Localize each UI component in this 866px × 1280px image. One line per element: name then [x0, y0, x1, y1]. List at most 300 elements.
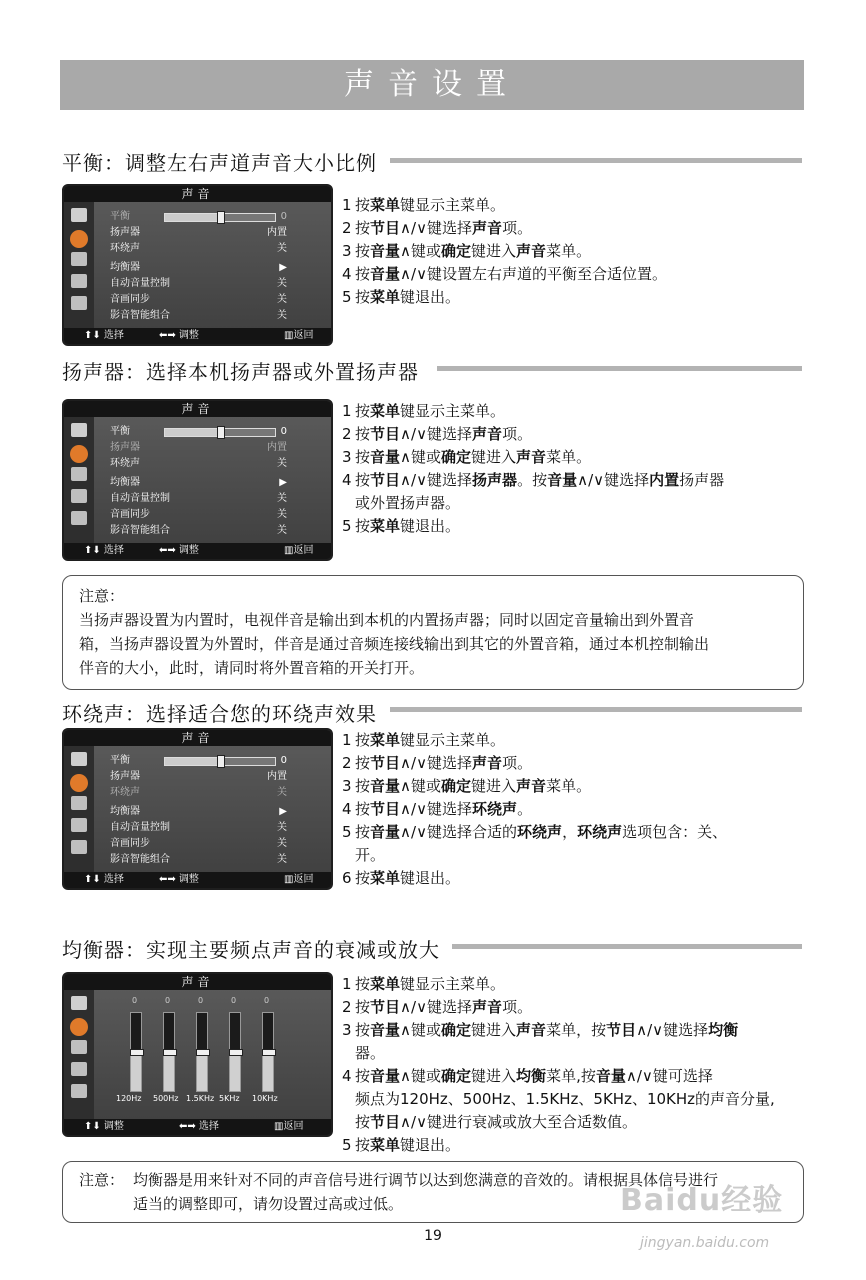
step-text: 按: [355, 288, 371, 306]
step-line: [342, 973, 775, 996]
osd-menu-item[interactable]: 扬声器: [110, 227, 140, 238]
eq-band-label: 10KHz: [252, 1094, 278, 1103]
osd-menu-value: 关: [277, 525, 287, 536]
step-keyword: 音量: [370, 777, 401, 795]
osd-menu-item[interactable]: 音画同步: [110, 838, 150, 849]
step-line: [342, 775, 727, 798]
step-line: [342, 240, 667, 263]
step-text: ∧/∨键可选择: [625, 1067, 713, 1085]
step-number: 3: [342, 448, 352, 466]
balance-slider-knob[interactable]: [217, 426, 225, 439]
osd-menu-item[interactable]: 平衡: [110, 211, 130, 222]
step-line: [342, 1111, 775, 1134]
eq-band-label: 120Hz: [116, 1094, 142, 1103]
step-keyword: 节目: [370, 998, 401, 1016]
step-line: [342, 798, 727, 821]
osd-menu-item[interactable]: 自动音量控制: [110, 822, 170, 833]
step-line: [342, 469, 724, 492]
osd-menu-value: 关: [277, 822, 287, 833]
section-title-speaker: 扬声器：选择本机扬声器或外置扬声器: [62, 360, 419, 384]
step-keyword: 环绕声: [472, 800, 518, 818]
osd-menu-value: 关: [277, 509, 287, 520]
eq-band-fill: [131, 1052, 141, 1091]
step-text: 键显示主菜单。: [400, 731, 506, 749]
section-title-balance: 平衡：调整左右声道声音大小比例: [62, 151, 377, 175]
note-line: 均衡器是用来针对不同的声音信号进行调节以达到您满意的音效的。请根据具体信号进行: [133, 1171, 719, 1189]
osd-footer: [64, 543, 331, 559]
step-text: ∧/∨键选择: [636, 1021, 709, 1039]
step-text: ∧/∨键选择: [400, 754, 473, 772]
osd-title: 声音: [64, 974, 331, 990]
settings-icon: [71, 1062, 87, 1076]
step-text: 器。: [355, 1044, 386, 1062]
osd-menu-item[interactable]: 自动音量控制: [110, 493, 170, 504]
osd-menu-item[interactable]: 影音智能组合: [110, 525, 170, 536]
step-keyword: 音量: [370, 242, 401, 260]
osd-footer-back: ▥返回: [284, 874, 314, 885]
eq-band-fill: [263, 1052, 273, 1091]
osd-menu-item[interactable]: 扬声器: [110, 442, 140, 453]
step-text: 按: [355, 471, 371, 489]
step-line: [342, 217, 667, 240]
step-line: [342, 729, 727, 752]
eq-band-fill: [164, 1052, 174, 1091]
step-text: 按: [355, 265, 371, 283]
note-line: 适当的调整即可，请勿设置过高或过低。: [133, 1195, 404, 1213]
osd-menu-value: ▶: [279, 477, 287, 488]
step-number: 1: [342, 975, 352, 993]
osd-title: 声音: [64, 730, 331, 746]
eq-band-slider[interactable]: [262, 1012, 274, 1092]
eq-band-label: 1.5KHz: [186, 1094, 215, 1103]
osd-footer-back: ▥返回: [284, 330, 314, 341]
step-keyword: 音量: [370, 448, 401, 466]
watermark-logo: Baidu经验: [620, 1183, 784, 1218]
step-line: [342, 1019, 775, 1042]
step-line: [342, 286, 667, 309]
osd-menu-value: 0: [280, 755, 287, 766]
osd-sidebar: [64, 746, 94, 872]
eq-band-slider[interactable]: [163, 1012, 175, 1092]
osd-sidebar: [64, 202, 94, 328]
step-text: 键进入: [471, 777, 517, 795]
eq-band-label: 500Hz: [153, 1094, 179, 1103]
osd-footer-adjust: ⬅➡ 调整: [159, 874, 199, 885]
steps-balance: [342, 194, 667, 309]
step-line: [342, 492, 724, 515]
step-line: [342, 996, 775, 1019]
osd-footer: [64, 1119, 331, 1135]
eq-band-knob[interactable]: [163, 1049, 177, 1056]
osd-menu-value: 关: [277, 854, 287, 865]
step-line: [342, 194, 667, 217]
function-icon: [71, 840, 87, 854]
step-text: ∧键或: [400, 777, 442, 795]
step-keyword: 环绕声: [577, 823, 623, 841]
osd-menu-item[interactable]: 平衡: [110, 426, 130, 437]
osd-menu-value: 关: [277, 787, 287, 798]
osd-menu-value: 关: [277, 310, 287, 321]
step-keyword: 确定: [441, 448, 472, 466]
osd-footer: [64, 328, 331, 344]
step-number: 4: [342, 265, 352, 283]
step-number: 3: [342, 242, 352, 260]
section-divider: [437, 366, 802, 371]
step-text: 按: [355, 1113, 371, 1131]
step-keyword: 菜单: [370, 975, 401, 993]
note-line: 箱，当扬声器设置为外置时，伴音是通过音频连接线输出到其它的外置音箱，通过本机控制输出: [79, 635, 710, 653]
osd-menu-value: 关: [277, 278, 287, 289]
step-text: ∧/∨键选择合适的: [400, 823, 518, 841]
osd-menu-value: 关: [277, 458, 287, 469]
step-keyword: 环绕声: [517, 823, 563, 841]
step-keyword: 菜单: [370, 402, 401, 420]
step-text: ∧/∨键选择: [400, 425, 473, 443]
step-text: 键退出。: [400, 288, 461, 306]
step-number: 4: [342, 1067, 352, 1085]
picture-icon: [71, 208, 87, 222]
step-text: 按: [355, 517, 371, 535]
settings-icon: [71, 818, 87, 832]
step-keyword: 节目: [370, 425, 401, 443]
osd-footer-select: ⬆⬇ 选择: [84, 874, 124, 885]
eq-band-value: 0: [132, 996, 138, 1005]
step-text: ∧/∨键选择: [400, 998, 473, 1016]
step-keyword: 声音: [516, 777, 547, 795]
step-text: 菜单。: [546, 242, 592, 260]
settings-icon: [71, 274, 87, 288]
step-text: 项。: [502, 998, 533, 1016]
note-line: 当扬声器设置为内置时，电视伴音是输出到本机的内置扬声器；同时以固定音量输出到外置音: [79, 611, 695, 629]
osd-menu-item[interactable]: 音画同步: [110, 509, 150, 520]
step-text: ∧/∨键设置左右声道的平衡至合适位置。: [400, 265, 668, 283]
osd-menu-item[interactable]: 环绕声: [110, 458, 140, 469]
step-keyword: 菜单: [370, 869, 401, 887]
step-text: 按: [355, 823, 371, 841]
step-text: 按: [355, 1136, 371, 1154]
eq-band-value: 0: [198, 996, 204, 1005]
osd-menu-surround: [62, 728, 333, 890]
note-speaker: [62, 575, 804, 690]
step-text: 菜单,按: [546, 1067, 596, 1085]
osd-title: 声音: [64, 186, 331, 202]
function-icon: [71, 511, 87, 525]
osd-menu-balance: [62, 184, 333, 346]
step-number: 2: [342, 754, 352, 772]
osd-footer-adjust: ⬅➡ 调整: [159, 545, 199, 556]
step-text: ∧/∨键选择: [400, 471, 473, 489]
step-keyword: 声音: [472, 754, 503, 772]
step-text: 键退出。: [400, 869, 461, 887]
step-text: 按: [355, 998, 371, 1016]
channel-icon: [71, 796, 87, 810]
osd-menu-value: 内置: [267, 771, 287, 782]
step-text: 键退出。: [400, 1136, 461, 1154]
step-number: 2: [342, 998, 352, 1016]
step-keyword: 音量: [370, 1021, 401, 1039]
step-number: 1: [342, 402, 352, 420]
step-text: 项。: [502, 219, 533, 237]
step-number: 5: [342, 823, 352, 841]
step-keyword: 音量: [370, 1067, 401, 1085]
step-keyword: 节目: [370, 1113, 401, 1131]
watermark-url: jingyan.baidu.com: [640, 1235, 770, 1251]
osd-menu-speaker: [62, 399, 333, 561]
osd-menu-value: 0: [280, 426, 287, 437]
step-keyword: 节目: [370, 800, 401, 818]
balance-slider-knob[interactable]: [217, 211, 225, 224]
osd-menu-value: 关: [277, 243, 287, 254]
step-keyword: 节目: [606, 1021, 637, 1039]
picture-icon: [71, 996, 87, 1010]
step-keyword: 声音: [472, 219, 503, 237]
page-number: 19: [424, 1228, 442, 1244]
steps-surround: [342, 729, 727, 890]
step-number: 6: [342, 869, 352, 887]
steps-speaker: [342, 400, 724, 538]
settings-icon: [71, 489, 87, 503]
step-line: [342, 1065, 775, 1088]
osd-footer-back: ▥返回: [274, 1121, 304, 1132]
step-line: [342, 263, 667, 286]
step-text: 键显示主菜单。: [400, 196, 506, 214]
osd-footer-adjust: ⬅➡ 调整: [159, 330, 199, 341]
channel-icon: [71, 1040, 87, 1054]
step-text: ∧键或: [400, 1021, 442, 1039]
step-text: ∧/∨键进行衰减或放大至合适数值。: [400, 1113, 638, 1131]
step-text: 项。: [502, 754, 533, 772]
step-keyword: 确定: [441, 777, 472, 795]
step-line: [342, 423, 724, 446]
step-text: 键进入: [471, 242, 517, 260]
osd-sidebar: [64, 990, 94, 1119]
step-keyword: 节目: [370, 471, 401, 489]
step-text: 扬声器: [679, 471, 725, 489]
step-line: [342, 752, 727, 775]
step-text: 菜单，按: [546, 1021, 607, 1039]
step-number: 1: [342, 196, 352, 214]
osd-menu-value: ▶: [279, 262, 287, 273]
channel-icon: [71, 467, 87, 481]
balance-slider-knob[interactable]: [217, 755, 225, 768]
step-text: 键进入: [471, 448, 517, 466]
osd-footer-adjust: ⬆⬇ 调整: [84, 1121, 124, 1132]
step-number: 4: [342, 471, 352, 489]
step-text: 按: [355, 1021, 371, 1039]
step-text: 按: [355, 448, 371, 466]
step-keyword: 声音: [516, 242, 547, 260]
step-text: ，: [562, 823, 578, 841]
osd-menu-equalizer: [62, 972, 333, 1137]
step-line: [342, 1042, 775, 1065]
eq-band-value: 0: [231, 996, 237, 1005]
step-text: ∧键或: [400, 1067, 442, 1085]
eq-band-knob[interactable]: [196, 1049, 210, 1056]
step-text: 按: [355, 1067, 371, 1085]
osd-menu-value: 0: [280, 211, 287, 222]
step-keyword: 节目: [370, 754, 401, 772]
step-text: 。: [517, 800, 533, 818]
osd-footer-select: ⬅➡ 选择: [179, 1121, 219, 1132]
step-text: 按: [355, 800, 371, 818]
osd-sidebar: [64, 417, 94, 543]
step-text: 开。: [355, 846, 386, 864]
page-title: 声音设置: [344, 67, 520, 102]
step-keyword: 声音: [472, 998, 503, 1016]
balance-slider-fill: [165, 214, 220, 221]
step-text: ∧/∨键选择: [577, 471, 650, 489]
step-text: 按: [355, 219, 371, 237]
step-text: 按: [355, 196, 371, 214]
sound-icon: [70, 445, 88, 463]
step-keyword: 音量: [370, 265, 401, 283]
function-icon: [71, 296, 87, 310]
eq-band-slider[interactable]: [229, 1012, 241, 1092]
step-text: ∧键或: [400, 242, 442, 260]
step-number: 5: [342, 517, 352, 535]
step-keyword: 菜单: [370, 1136, 401, 1154]
balance-slider-fill: [165, 429, 220, 436]
step-line: [342, 400, 724, 423]
step-keyword: 确定: [441, 1021, 472, 1039]
step-keyword: 音量: [547, 471, 578, 489]
step-text: ∧键或: [400, 448, 442, 466]
osd-menu-item[interactable]: 扬声器: [110, 771, 140, 782]
step-line: [342, 446, 724, 469]
osd-menu-item[interactable]: 平衡: [110, 755, 130, 766]
step-text: 。按: [517, 471, 548, 489]
osd-menu-value: 关: [277, 838, 287, 849]
note-line: 伴音的大小，此时，请同时将外置音箱的开关打开。: [79, 659, 425, 677]
eq-band-fill: [197, 1052, 207, 1091]
step-text: 频点为120Hz、500Hz、1.5KHz、5KHz、10KHz的声音分量,: [355, 1090, 775, 1108]
picture-icon: [71, 752, 87, 766]
channel-icon: [71, 252, 87, 266]
step-text: 项。: [502, 425, 533, 443]
step-text: 按: [355, 731, 371, 749]
step-keyword: 菜单: [370, 517, 401, 535]
osd-menu-value: 内置: [267, 227, 287, 238]
step-text: 按: [355, 754, 371, 772]
step-text: 键进入: [471, 1021, 517, 1039]
eq-band-knob[interactable]: [130, 1049, 144, 1056]
osd-title: 声音: [64, 401, 331, 417]
step-text: 键显示主菜单。: [400, 975, 506, 993]
sound-icon: [70, 774, 88, 792]
step-text: 或外置扬声器。: [355, 494, 461, 512]
osd-menu-value: 关: [277, 493, 287, 504]
step-number: 2: [342, 219, 352, 237]
step-text: 键退出。: [400, 517, 461, 535]
osd-menu-value: 内置: [267, 442, 287, 453]
osd-footer-back: ▥返回: [284, 545, 314, 556]
section-title-surround: 环绕声：选择适合您的环绕声效果: [62, 702, 377, 726]
osd-menu-item[interactable]: 环绕声: [110, 243, 140, 254]
eq-band-slider[interactable]: [130, 1012, 142, 1092]
step-line: [342, 515, 724, 538]
step-number: 5: [342, 288, 352, 306]
osd-menu-item[interactable]: 影音智能组合: [110, 310, 170, 321]
function-icon: [71, 1084, 87, 1098]
osd-menu-item[interactable]: 音画同步: [110, 294, 150, 305]
step-text: 键进入: [471, 1067, 517, 1085]
step-number: 4: [342, 800, 352, 818]
section-divider: [452, 944, 802, 949]
eq-band-value: 0: [165, 996, 171, 1005]
osd-footer-select: ⬆⬇ 选择: [84, 330, 124, 341]
step-line: [342, 867, 727, 890]
osd-menu-item[interactable]: 自动音量控制: [110, 278, 170, 289]
step-text: 按: [355, 975, 371, 993]
step-text: 按: [355, 869, 371, 887]
eq-band-knob[interactable]: [262, 1049, 276, 1056]
step-keyword: 均衡: [516, 1067, 547, 1085]
osd-footer-select: ⬆⬇ 选择: [84, 545, 124, 556]
osd-menu-item[interactable]: 环绕声: [110, 787, 140, 798]
eq-band-label: 5KHz: [219, 1094, 240, 1103]
osd-menu-item[interactable]: 均衡器: [110, 477, 140, 488]
step-text: 键显示主菜单。: [400, 402, 506, 420]
section-divider: [390, 707, 802, 712]
step-text: 按: [355, 777, 371, 795]
step-keyword: 音量: [595, 1067, 626, 1085]
step-text: 按: [355, 402, 371, 420]
step-line: [342, 844, 727, 867]
step-keyword: 内置: [649, 471, 680, 489]
section-title-equalizer: 均衡器：实现主要频点声音的衰减或放大: [62, 938, 440, 962]
section-divider: [390, 158, 802, 163]
step-number: 3: [342, 777, 352, 795]
step-text: 按: [355, 242, 371, 260]
note-label: 注意：: [79, 587, 125, 605]
step-keyword: 确定: [441, 242, 472, 260]
step-keyword: 菜单: [370, 288, 401, 306]
step-text: 按: [355, 425, 371, 443]
step-keyword: 确定: [441, 1067, 472, 1085]
sound-icon: [70, 1018, 88, 1036]
eq-band-fill: [230, 1052, 240, 1091]
step-text: ∧/∨键选择: [400, 800, 473, 818]
step-keyword: 节目: [370, 219, 401, 237]
osd-menu-value: 关: [277, 294, 287, 305]
steps-equalizer: [342, 973, 775, 1157]
step-keyword: 声音: [472, 425, 503, 443]
osd-menu-item[interactable]: 均衡器: [110, 262, 140, 273]
eq-band-value: 0: [264, 996, 270, 1005]
sound-icon: [70, 230, 88, 248]
osd-menu-item[interactable]: 影音智能组合: [110, 854, 170, 865]
step-text: 选项包含：关、: [622, 823, 728, 841]
step-number: 2: [342, 425, 352, 443]
step-line: [342, 1134, 775, 1157]
eq-band-knob[interactable]: [229, 1049, 243, 1056]
step-keyword: 均衡: [708, 1021, 739, 1039]
step-keyword: 扬声器: [472, 471, 518, 489]
eq-band-slider[interactable]: [196, 1012, 208, 1092]
osd-menu-value: ▶: [279, 806, 287, 817]
step-keyword: 菜单: [370, 196, 401, 214]
step-keyword: 声音: [516, 448, 547, 466]
step-keyword: 菜单: [370, 731, 401, 749]
step-text: 菜单。: [546, 448, 592, 466]
step-text: 菜单。: [546, 777, 592, 795]
step-number: 1: [342, 731, 352, 749]
step-number: 3: [342, 1021, 352, 1039]
step-keyword: 音量: [370, 823, 401, 841]
balance-slider-fill: [165, 758, 220, 765]
step-line: [342, 1088, 775, 1111]
osd-menu-item[interactable]: 均衡器: [110, 806, 140, 817]
